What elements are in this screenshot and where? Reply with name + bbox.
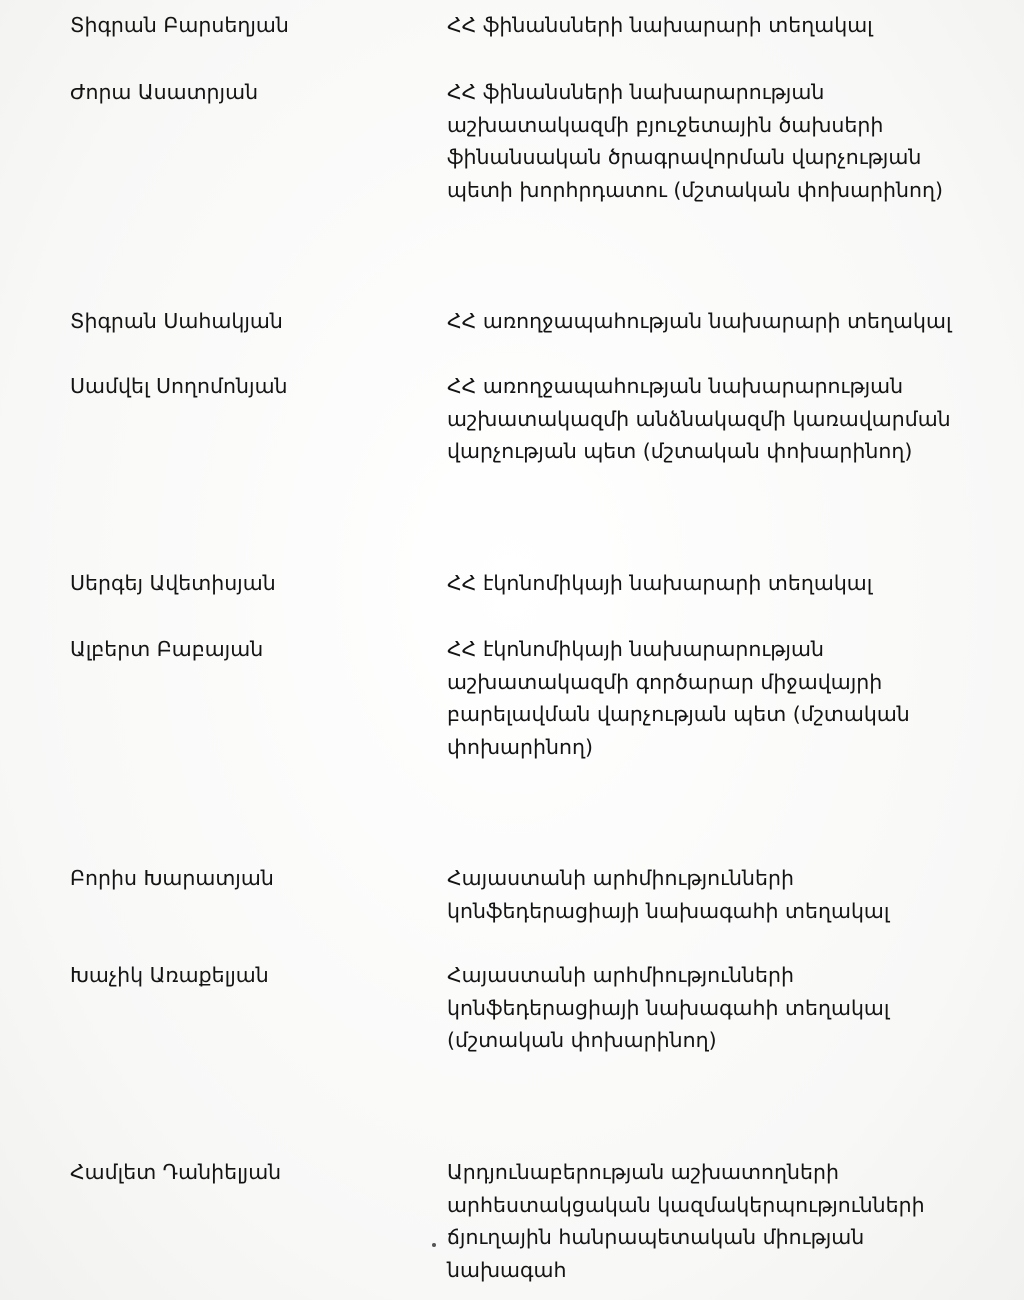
member-name: Տիգրան Բարսեղյան <box>70 13 289 37</box>
member-name: Խաչիկ Առաքելյան <box>70 963 269 987</box>
position-line: վարչության պետ (մշտական փոխարինող) <box>447 439 913 463</box>
member-name: Սերգեյ Ավետիսյան <box>70 571 276 595</box>
position-line: ՀՀ էկոնոմիկայի նախարարության <box>447 637 824 661</box>
member-position <box>447 9 1007 42</box>
position-line: փոխարինող) <box>447 734 593 759</box>
member-position <box>447 76 1007 206</box>
position-line: պետի խորհրդատու (մշտական փոխարինող) <box>447 177 944 202</box>
member-position <box>447 862 1007 927</box>
position-line: ՀՀ առողջապահության նախարարության <box>447 374 904 398</box>
member-name: Սամվել Սողոմոնյան <box>70 374 288 398</box>
member-position <box>447 1156 1007 1286</box>
member-name: Համլետ Դանիելյան <box>70 1160 282 1184</box>
position-line: աշխատակազմի անձնակազմի կառավարման <box>447 406 951 431</box>
member-name: Ժորա Ասատրյան <box>70 80 259 104</box>
member-position <box>447 959 1007 1057</box>
position-line: նախագահ <box>447 1257 567 1282</box>
member-position <box>447 633 1007 763</box>
position-line: կոնֆեդերացիայի նախագահի տեղակալ <box>447 995 890 1020</box>
position-line: ՀՀ էկոնոմիկայի նախարարի տեղակալ <box>447 571 873 595</box>
position-line: աշխատակազմի բյուջետային ծախսերի <box>447 112 884 137</box>
position-line: ֆինանսական ծրագրավորման վարչության <box>447 145 922 169</box>
position-line: ճյուղային հանրապետական միության <box>447 1225 865 1249</box>
member-position <box>447 370 1007 468</box>
position-line: կոնֆեդերացիայի նախագահի տեղակալ <box>447 898 890 923</box>
member-name: Տիգրան Սահակյան <box>70 309 283 333</box>
position-line: Հայաստանի արհմիությունների <box>447 866 795 890</box>
member-name: Բորիս Խարատյան <box>70 866 274 890</box>
position-line: ՀՀ ֆինանսների նախարարի տեղակալ <box>447 13 873 37</box>
position-line: (մշտական փոխարինող) <box>447 1028 717 1052</box>
position-line: Հայաստանի արհմիությունների <box>447 963 795 987</box>
position-line: բարելավման վարչության պետ (մշտական <box>447 702 910 726</box>
member-position <box>447 305 1007 338</box>
scan-speck <box>432 1243 436 1247</box>
position-line: ՀՀ ֆինանսների նախարարության <box>447 80 825 104</box>
position-line: արհեստակցական կազմակերպությունների <box>447 1192 925 1217</box>
member-name: Ալբերտ Բաբայան <box>70 637 264 661</box>
position-line: Արդյունաբերության աշխատողների <box>447 1160 839 1184</box>
position-line: ՀՀ առողջապահության նախարարի տեղակալ <box>447 309 952 333</box>
position-line: աշխատակազմի գործարար միջավայրի <box>447 669 883 694</box>
member-position <box>447 567 1007 600</box>
